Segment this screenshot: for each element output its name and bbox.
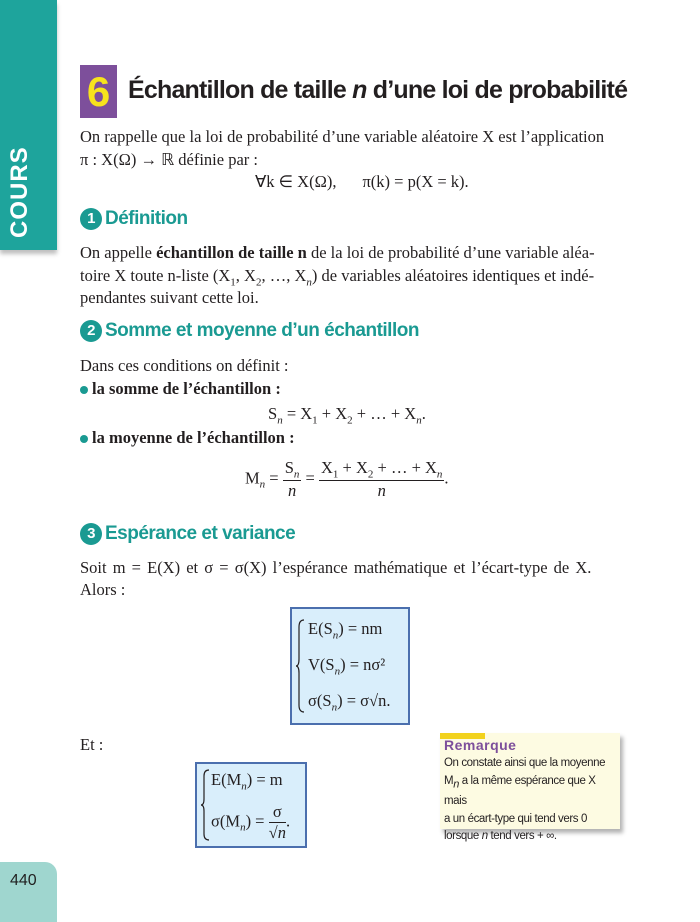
section-heading-somme: 2 Somme et moyenne d’un échantillon <box>80 320 419 342</box>
formula-sum: $S_n = X_1 + X_2$ + … + $X_n$. <box>268 404 426 427</box>
brace-icon <box>200 769 210 841</box>
intro-line-1: On rappelle que la loi de probabilité d’une variable aléatoire X est l’application <box>80 127 605 146</box>
intro-formula: ∀k ∈ X(Ω), π(k) = p(X = k). <box>255 172 469 191</box>
brace-icon <box>295 619 305 713</box>
bullet-somme: la somme de l’échantillon : <box>80 379 281 399</box>
page-number-tab <box>0 862 57 922</box>
formula-ecart-type-sum: $\sigma(S_n) = \sigma√n$. <box>308 691 391 714</box>
esperance-line-1: Soit m = E(X) et σ = σ(X) l’espérance mathématique et l’écart-type de X. <box>80 558 592 577</box>
definition-line-1: On appelle échantillon de taille n de la loi de probabilité d’une variable aléa- <box>80 243 595 262</box>
section-heading-esperance: 3 Espérance et variance <box>80 523 295 545</box>
section-heading-definition: 1 Définition <box>80 208 188 230</box>
remarque-text: On constate ainsi que la moyenne $M_n$ a la même espérance que X mais a un écart-type qui tend vers 0 lorsque n tend vers + ∞. <box>444 757 606 843</box>
formula-esperance-mean: $E(M_n) = m$ <box>211 770 283 793</box>
somme-intro: Dans ces conditions on définit : <box>80 356 289 375</box>
formula-box-mean <box>195 762 307 848</box>
remarque-title: Remarque <box>444 737 517 753</box>
page-number: 440 <box>10 872 37 889</box>
formula-ecart-type-mean: $\sigma(M_n)$ = $\frac{\sigma}{√n}$ . <box>211 802 291 842</box>
definition-line-3: pendantes suivant cette loi. <box>80 288 259 307</box>
page-title: Échantillon de taille n d’une loi de probabilité <box>128 76 628 104</box>
cours-side-tab <box>0 0 57 250</box>
formula-esperance-sum: $E(S_n)$ = nm <box>308 619 383 642</box>
chapter-number: 6 <box>80 65 117 118</box>
definition-line-2: toire X toute n-liste ($X_1$, $X_2$, …, $X_n$) de variables aléatoires identiques et indé- <box>80 266 595 289</box>
remarque-box <box>440 733 620 843</box>
bullet-moyenne: la moyenne de l’échantillon : <box>80 428 295 448</box>
et-label: Et : <box>80 735 104 754</box>
esperance-line-2: Alors : <box>80 580 126 599</box>
formula-variance-sum: $V(S_n) = n\sigma^2$ <box>308 655 386 678</box>
cours-label: COURS <box>6 146 33 238</box>
intro-line-2: π : X(Ω) → ℝ définie par : <box>80 150 258 169</box>
formula-box-sum <box>290 607 410 725</box>
bullet-icon <box>80 386 88 394</box>
bullet-icon <box>80 435 88 443</box>
formula-mean: $M_n$ = $\frac{S_n}{n}$ = $\frac{X_1 + X_2 + \dots + X_n}{n}$ . <box>245 458 449 501</box>
